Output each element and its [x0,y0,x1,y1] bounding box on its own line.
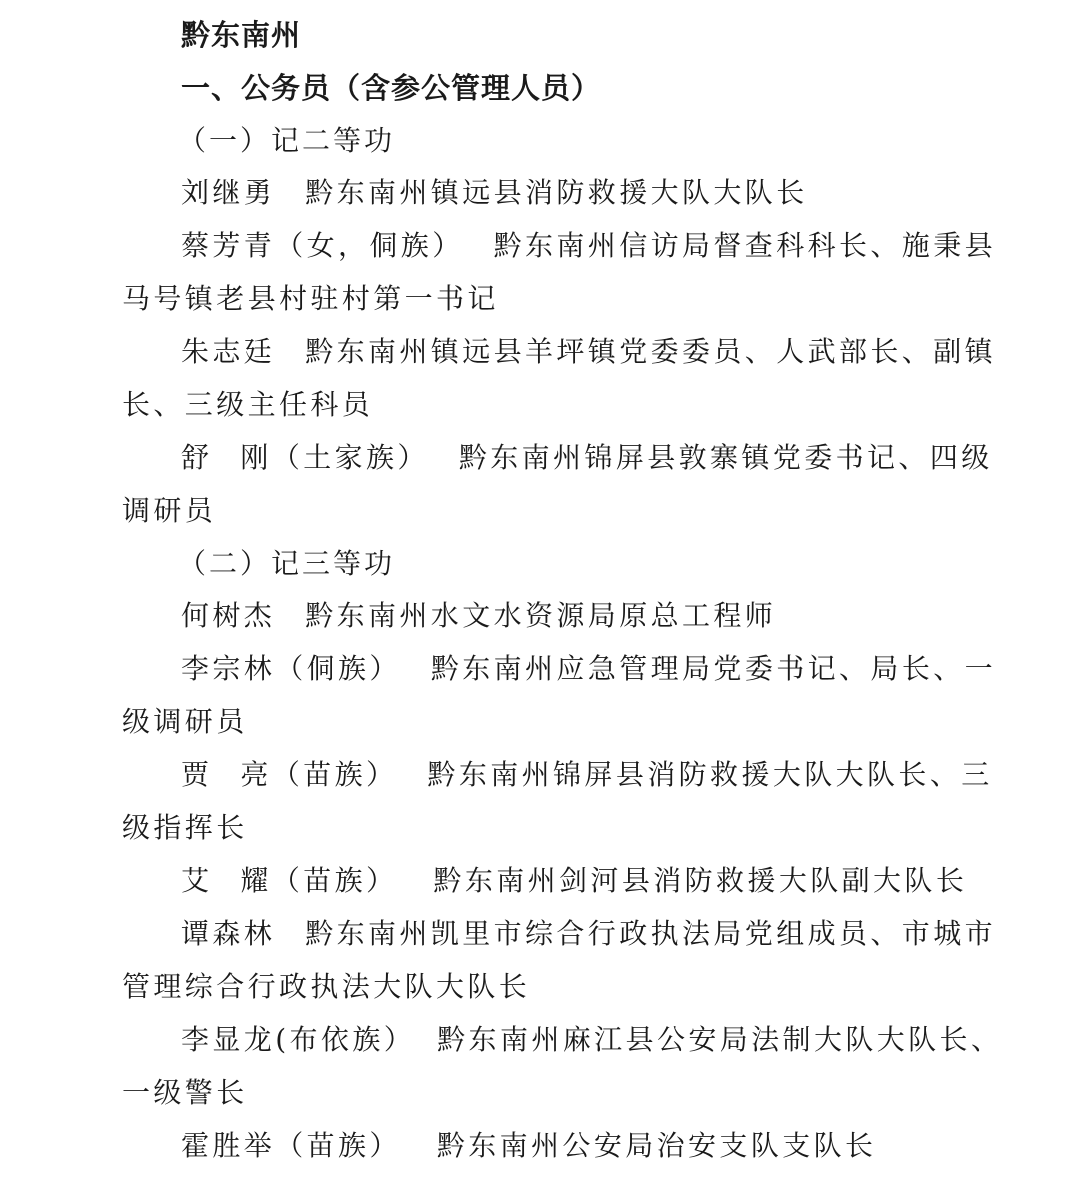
person-ethnicity: （苗族） [275,1129,401,1162]
person-name: 霍胜举 [181,1129,276,1162]
person-name: 朱志廷 [181,335,276,368]
category-title-third-class: （二）记三等功 [178,547,396,580]
list-item [181,176,808,209]
list-item [181,864,968,897]
person-name-second: 耀 [240,864,272,897]
person-position: 黔东南州信访局督查科科长、施秉县 [493,229,997,262]
list-item [181,599,777,632]
list-item [181,1023,1003,1056]
list-item [181,441,993,474]
person-position: 黔东南州公安局治安支队支队长 [436,1129,877,1162]
person-position: 黔东南州凯里市综合行政执法局党组成员、市城市 [305,917,997,950]
list-item [181,758,993,791]
person-name: 李宗林 [181,652,276,685]
person-position: 黔东南州麻江县公安局法制大队大队长、 [437,1023,1003,1056]
person-position: 黔东南州水文水资源局原总工程师 [305,599,777,632]
person-ethnicity: (布依族） [275,1023,416,1056]
person-ethnicity: （土家族） [271,441,429,474]
person-name: 何树杰 [181,599,276,632]
person-position: 黔东南州镇远县消防救援大队大队长 [305,176,808,209]
person-name-second: 亮 [240,758,272,791]
person-ethnicity: （侗族） [275,652,401,685]
person-ethnicity: （女，侗族） [275,229,464,262]
person-position: 黔东南州镇远县羊坪镇党委委员、人武部长、副镇 [305,335,997,368]
person-position: 黔东南州锦屏县消防救援大队大队长、三 [427,758,993,791]
person-name-second: 刚 [240,441,272,474]
category-title-second-class: （一）记二等功 [178,124,396,157]
person-name-first: 艾 [181,864,213,897]
person-position-continued: 管理综合行政执法大队大队长 [122,970,531,1003]
person-name: 刘继勇 [181,176,276,209]
person-position: 黔东南州锦屏县敦寨镇党委书记、四级 [458,441,993,474]
person-name: 李显龙 [181,1023,276,1056]
person-position-continued: 一级警长 [122,1076,248,1109]
person-ethnicity: （苗族） [271,864,398,897]
list-item [181,652,997,685]
list-item [181,917,997,950]
person-position-continued: 级指挥长 [122,811,248,844]
list-item [181,335,997,368]
person-position: 黔东南州剑河县消防救援大队副大队长 [433,864,968,897]
person-position-continued: 调研员 [122,494,217,527]
list-item [181,1129,877,1162]
person-position-continued: 马号镇老县村驻村第一书记 [122,282,499,315]
person-name: 蔡芳青 [181,229,276,262]
person-position: 黔东南州应急管理局党委书记、局长、一 [430,652,997,685]
person-position-continued: 长、三级主任科员 [122,388,374,421]
person-position-continued: 级调研员 [122,705,248,738]
region-heading: 黔东南州 [181,18,302,52]
section-title: 一、公务员（含参公管理人员） [181,71,602,105]
list-item [181,229,997,262]
person-ethnicity: （苗族） [271,758,398,791]
person-name-first: 贾 [181,758,213,791]
person-name-first: 舒 [181,441,213,474]
person-name: 谭森林 [181,917,276,950]
